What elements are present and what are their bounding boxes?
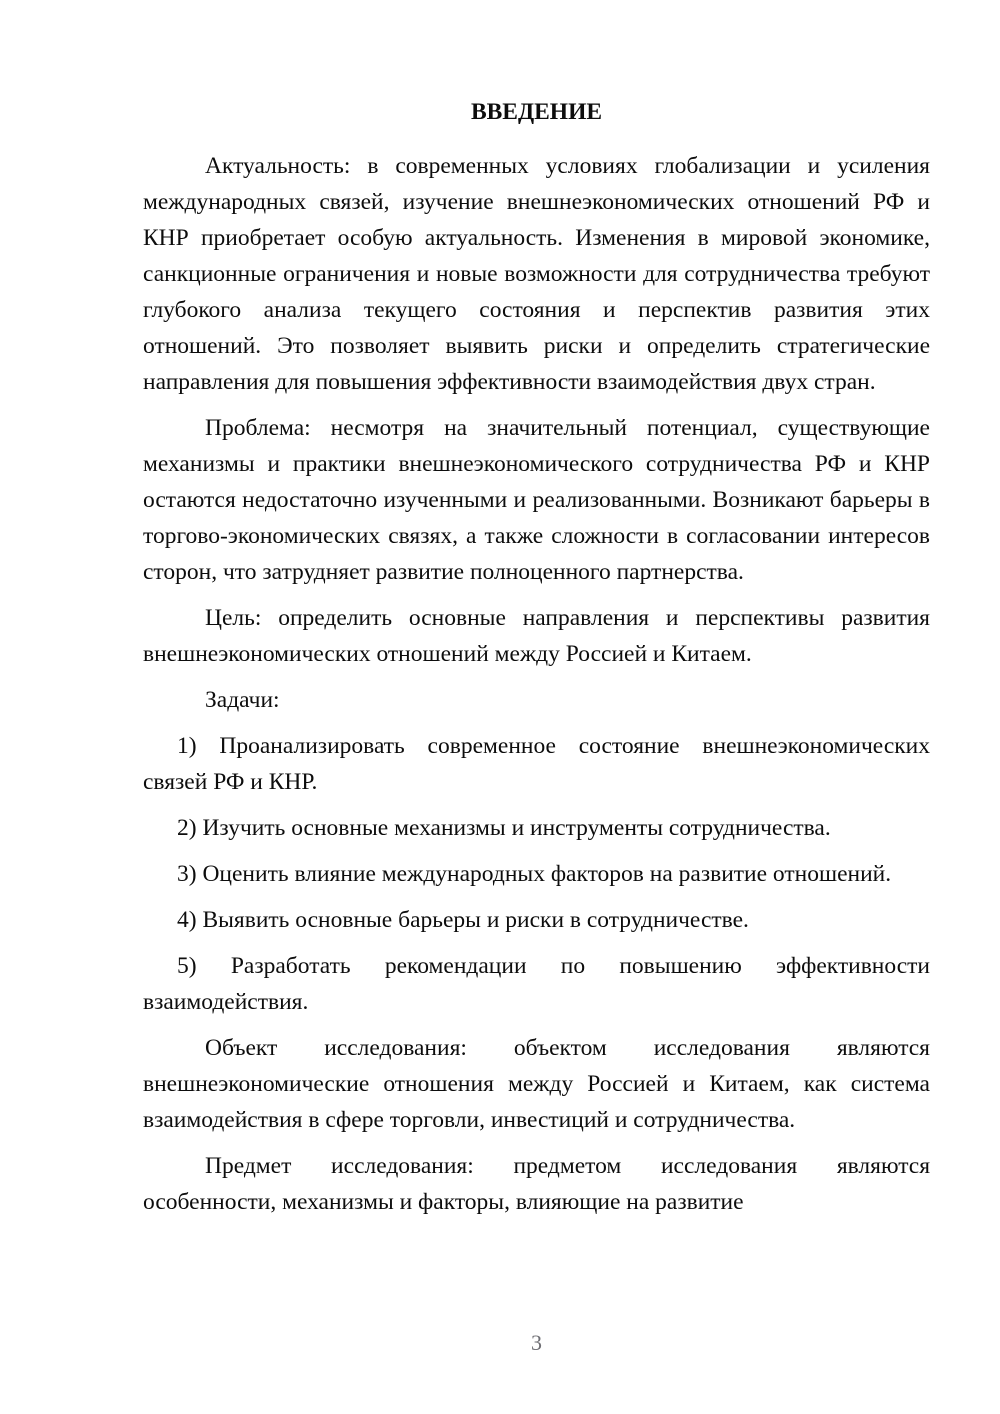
paragraph-object: Объект исследования: объектом исследования являются внешнеэкономические отношения между Россией и Китаем, как система взаимодействия в сфере торговли, инвестиций и сотрудничества. (143, 1035, 930, 1133)
page-number: 3 (531, 1330, 542, 1355)
paragraph-subject: Предмет исследования: предметом исследования являются особенности, механизмы и факторы, влияющие на развитие (143, 1153, 930, 1215)
task-list-item-1: 1) Проанализировать современное состояние внешнеэкономических связей РФ и КНР. (143, 733, 930, 795)
task-list-item-2: 2) Изучить основные механизмы и инструменты сотрудничества. (177, 815, 831, 841)
section-title: ВВЕДЕНИЕ (470, 99, 603, 125)
task-list-item-3: 3) Оценить влияние международных факторов на развитие отношений. (177, 861, 892, 887)
paragraph-goal: Цель: определить основные направления и перспективы развития внешнеэкономических отношений между Россией и Китаем. (143, 605, 930, 667)
task-list-item-4: 4) Выявить основные барьеры и риски в сотрудничестве. (177, 907, 749, 933)
task-list-item-5: 5) Разработать рекомендации по повышению эффективности взаимодействия. (143, 953, 930, 1015)
paragraph-problem: Проблема: несмотря на значительный потенциал, существующие механизмы и практики внешнеэкономического сотрудничества РФ и КНР остаются недостаточно изученными и реализованными. Возникают барьеры в торгово-экономических связях, а также сложности в согласовании интересов сторон, что затрудняет развитие полноценного партнерства. (143, 415, 930, 585)
page-content (143, 97, 930, 1230)
paragraph-relevance: Актуальность: в современных условиях глобализации и усиления международных связей, изучение внешнеэкономических отношений РФ и КНР приобретает особую актуальность. Изменения в мировой экономике, санкционные ограничения и новые возможности для сотрудничества требуют глубокого анализа текущего состояния и перспектив развития этих отношений. Это позволяет выявить риски и определить стратегические направления для повышения эффективности взаимодействия двух стран. (143, 153, 930, 395)
paragraph-tasks-heading: Задачи: (205, 687, 280, 713)
